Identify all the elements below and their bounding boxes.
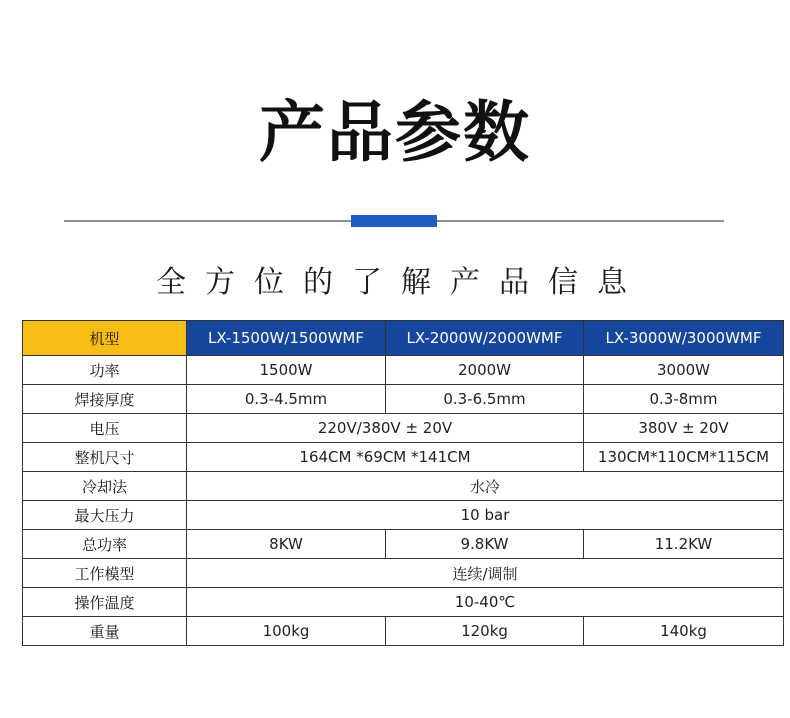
table-row-work-mode — [23, 559, 784, 588]
cell-value: 380V ± 20V — [584, 414, 784, 443]
row-label: 重量 — [23, 617, 187, 646]
row-label: 电压 — [23, 414, 187, 443]
row-label: 工作模型 — [23, 559, 187, 588]
row-label: 操作温度 — [23, 588, 187, 617]
table-row-pressure — [23, 501, 784, 530]
cell-value: 100kg — [187, 617, 386, 646]
cell-value: 220V/380V ± 20V — [187, 414, 584, 443]
cell-value: 0.3-8mm — [584, 385, 784, 414]
row-label: 冷却法 — [23, 472, 187, 501]
divider-accent-bar — [351, 215, 437, 227]
cell-value: 120kg — [386, 617, 584, 646]
cell-value: 0.3-4.5mm — [187, 385, 386, 414]
row-label: 功率 — [23, 356, 187, 385]
table-row-cooling — [23, 472, 784, 501]
header-label-cell: 机型 — [23, 321, 187, 356]
cell-value: 10 bar — [187, 501, 784, 530]
spec-table — [22, 320, 784, 646]
table-row-dimensions — [23, 443, 784, 472]
row-label: 焊接厚度 — [23, 385, 187, 414]
cell-value: 8KW — [187, 530, 386, 559]
cell-value: 0.3-6.5mm — [386, 385, 584, 414]
row-label: 总功率 — [23, 530, 187, 559]
table-row-weight — [23, 617, 784, 646]
header-model-3000: LX-3000W/3000WMF — [584, 321, 784, 356]
table-row-temperature — [23, 588, 784, 617]
cell-value: 2000W — [386, 356, 584, 385]
cell-value: 3000W — [584, 356, 784, 385]
table-header-row — [23, 321, 784, 356]
page-title: 产品参数 — [259, 94, 531, 171]
table-row-voltage — [23, 414, 784, 443]
cell-value: 140kg — [584, 617, 784, 646]
cell-value: 11.2KW — [584, 530, 784, 559]
cell-value: 1500W — [187, 356, 386, 385]
cell-value: 连续/调制 — [187, 559, 784, 588]
cell-value: 9.8KW — [386, 530, 584, 559]
header-model-2000: LX-2000W/2000WMF — [386, 321, 584, 356]
table-row-power — [23, 356, 784, 385]
cell-value: 10-40℃ — [187, 588, 784, 617]
cell-value: 164CM *69CM *141CM — [187, 443, 584, 472]
cell-value: 130CM*110CM*115CM — [584, 443, 784, 472]
page-subtitle: 全方位的了解产品信息 — [156, 265, 646, 300]
row-label: 整机尺寸 — [23, 443, 187, 472]
cell-value: 水冷 — [187, 472, 784, 501]
table-row-thickness — [23, 385, 784, 414]
row-label: 最大压力 — [23, 501, 187, 530]
header-model-1500: LX-1500W/1500WMF — [187, 321, 386, 356]
table-row-total-power — [23, 530, 784, 559]
